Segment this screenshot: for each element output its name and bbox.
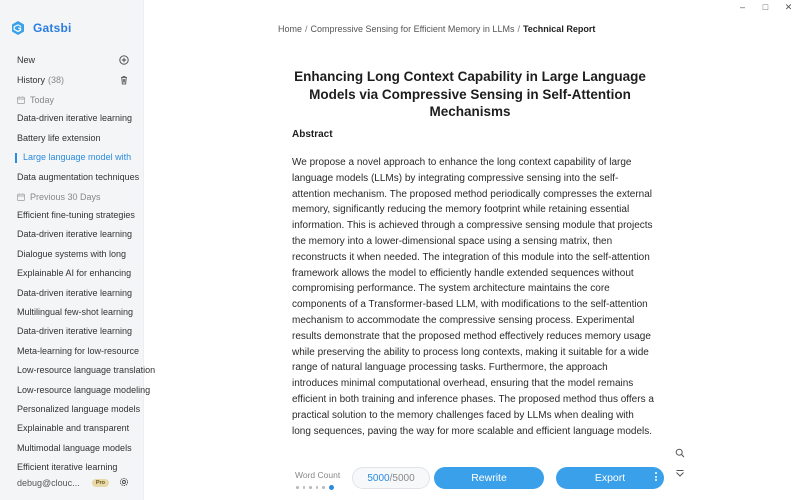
section-today xyxy=(17,92,54,108)
maximize-button[interactable]: □ xyxy=(762,2,769,12)
export-label: Export xyxy=(594,472,626,484)
abstract-heading: Abstract xyxy=(292,129,333,140)
user-email[interactable]: debug@clouc... xyxy=(17,478,80,488)
history-header[interactable] xyxy=(17,72,129,88)
window-controls xyxy=(731,0,800,14)
history-item[interactable]: Explainable and transparent xyxy=(17,423,130,433)
chevron-down-icon[interactable] xyxy=(673,467,686,480)
slider-step[interactable] xyxy=(316,486,319,489)
plus-circle-icon[interactable] xyxy=(118,55,129,66)
history-item[interactable]: Efficient fine-tuning strategies xyxy=(17,210,135,220)
breadcrumb-project[interactable]: Compressive Sensing for Efficient Memory in LLMs xyxy=(310,24,515,34)
history-item[interactable]: Efficient iterative learning xyxy=(17,462,118,472)
more-options-icon[interactable] xyxy=(655,472,658,481)
history-item[interactable]: Data-driven iterative learning xyxy=(17,229,133,239)
breadcrumb xyxy=(278,24,595,34)
word-count-field[interactable] xyxy=(352,467,430,489)
word-count-current: 5000 xyxy=(367,472,390,484)
history-item[interactable]: Low-resource language modeling xyxy=(17,385,151,395)
history-item[interactable]: Multimodal language models xyxy=(17,443,132,453)
breadcrumb-separator: / xyxy=(517,24,520,34)
slider-step[interactable] xyxy=(303,486,306,489)
minimize-button[interactable]: – xyxy=(739,2,745,12)
brand[interactable] xyxy=(10,20,72,36)
breadcrumb-separator: / xyxy=(305,24,308,34)
gatsbi-logo-icon xyxy=(10,20,26,36)
history-item[interactable]: Data augmentation techniques xyxy=(17,172,140,182)
active-indicator xyxy=(15,153,17,163)
slider-step[interactable] xyxy=(309,486,312,489)
calendar-icon xyxy=(17,193,25,201)
search-icon[interactable] xyxy=(673,446,686,459)
history-item[interactable]: Explainable AI for enhancing xyxy=(17,268,132,278)
history-item[interactable]: Data-driven iterative learning xyxy=(17,288,133,298)
calendar-icon xyxy=(17,96,25,104)
account-bar xyxy=(17,476,129,490)
new-label: New xyxy=(17,55,36,65)
history-item[interactable]: Battery life extension xyxy=(17,133,101,143)
word-count-separator: / xyxy=(389,472,393,484)
word-count-label: Word Count xyxy=(295,470,341,480)
word-count-max: 5000 xyxy=(392,472,415,484)
plan-badge: Pro xyxy=(92,479,109,487)
section-previous-30-days xyxy=(17,189,101,205)
history-item[interactable]: Dialogue systems with long xyxy=(17,249,127,259)
export-button[interactable] xyxy=(556,467,664,489)
history-item[interactable]: Multilingual few-shot learning xyxy=(17,307,134,317)
close-button[interactable]: ✕ xyxy=(784,1,793,12)
document-title: Enhancing Long Context Capability in Large Language Models via Compressive Sensing in Self-Attention Mechanisms xyxy=(294,69,646,119)
history-item[interactable]: Personalized language models xyxy=(17,404,141,414)
history-item[interactable]: Data-driven iterative learning xyxy=(17,326,133,336)
rewrite-button[interactable]: Rewrite xyxy=(434,467,544,489)
slider-step[interactable] xyxy=(322,486,325,489)
breadcrumb-home[interactable]: Home xyxy=(278,24,303,34)
history-item-active[interactable]: Large language model with xyxy=(23,152,132,162)
history-item[interactable]: Low-resource language translation xyxy=(17,365,156,375)
abstract-body[interactable]: We propose a novel approach to enhance the long context capability of large language models (LLMs) by integrating compressive sensing into the self-attention mechanism. The proposed method periodically compresses the external memory, significantly reducing the memory footprint while retaining essential information. This is achieved through a compressive sensing module that projects the memory into a lower-dimensional space using a sensing matrix, then reconstructs it when needed. The integration of this module into the self-attention framework allows the model to efficiently handle extended sequences without compromising performance. The system architecture maintains the core components of a Transformer-based LLM, with modifications to the self-attention mechanism to accommodate the compressive sensing process. Experimental results demonstrate that the proposed method effectively reduces memory usage while preserving the ability to process long contexts, making it suitable for a wide range of natural language processing tasks. Furthermore, the approach introduces minimal computational overhead, ensuring that the model remains efficient in both training and inference phases. The proposed method thus offers a practical solution to the memory challenges faced by LLMs when dealing with long sequences, paving the way for more scalable and efficient language models. xyxy=(292,157,654,437)
section-today-label: Today xyxy=(30,95,55,105)
gear-icon[interactable] xyxy=(119,477,129,489)
history-item[interactable]: Data-driven iterative learning xyxy=(17,113,133,123)
section-previous-label: Previous 30 Days xyxy=(30,192,101,202)
slider-handle[interactable] xyxy=(329,485,334,490)
brand-name: Gatsbi xyxy=(33,21,72,35)
history-label: History xyxy=(17,75,46,85)
breadcrumb-current: Technical Report xyxy=(522,24,596,34)
history-item[interactable]: Meta-learning for low-resource xyxy=(17,346,140,356)
word-count-slider[interactable] xyxy=(296,485,334,490)
sidebar xyxy=(0,0,156,500)
slider-step[interactable] xyxy=(296,486,299,489)
new-chat-button[interactable] xyxy=(17,52,129,68)
history-count: (38) xyxy=(48,75,65,85)
trash-icon[interactable] xyxy=(118,75,129,86)
